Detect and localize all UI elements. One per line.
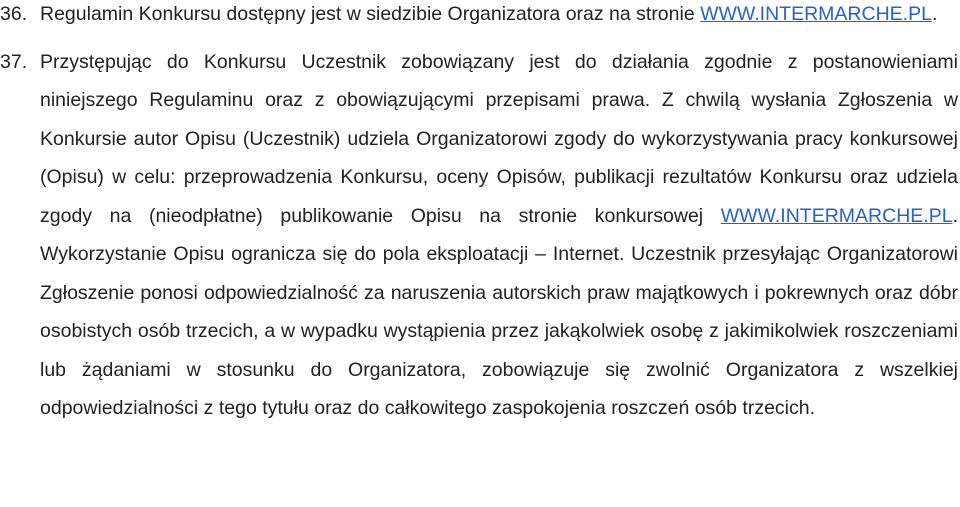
item-text-after-link: . Wykorzystanie Opisu ogranicza się do pola eksploatacji – Internet. Uczestnik przesyłając Organizatorowi Zgłoszenie ponosi odpowiedzialność za naruszenia autorskich praw majątkowych i pokrewnych oraz dóbr osobistych osób trzecich, a w wypadku wystąpienia przez jakąkolwiek osobę z jakimikolwiek roszczeniami lub żądaniami w stosunku do Organizatora, zobowiązuje się zwolnić Organizatora z wszelkiej odpowiedzialności z tego tytułu oraz do całkowitego zaspokojenia roszczeń osób trzecich.	[40, 204, 958, 419]
item-number: 36.	[0, 3, 28, 25]
item-text-after-link: .	[931, 3, 938, 25]
item-text-before-link: Regulamin Konkursu dostępny jest w siedzibie Organizatora oraz na stronie	[40, 3, 701, 25]
intermarche-website-link[interactable]: WWW.INTERMARCHE.PL	[700, 3, 932, 25]
intermarche-website-link[interactable]: WWW.INTERMARCHE.PL	[720, 204, 953, 227]
item-number: 37.	[0, 50, 28, 73]
item-text-before-link: Przystępując do Konkursu Uczestnik zobowiązany jest do działania zgodnie z postanowieniami niniejszego Regulaminu oraz z obowiązującymi przepisami prawa. Z chwilą wysłania Zgłoszenia w Konkursie autor Opisu (Uczestnik) udziela Organizatorowi zgody do wykorzystywania pracy konkursowej (Opisu) w celu: przeprowadzenia Konkursu, oceny Opisów, publikacji rezultatów Konkursu oraz udziela zgody na (nieodpłatne) publikowanie Opisu na stronie konkursowej	[40, 50, 958, 227]
regulation-item-36	[0, 0, 960, 34]
regulation-item-37	[0, 43, 960, 428]
